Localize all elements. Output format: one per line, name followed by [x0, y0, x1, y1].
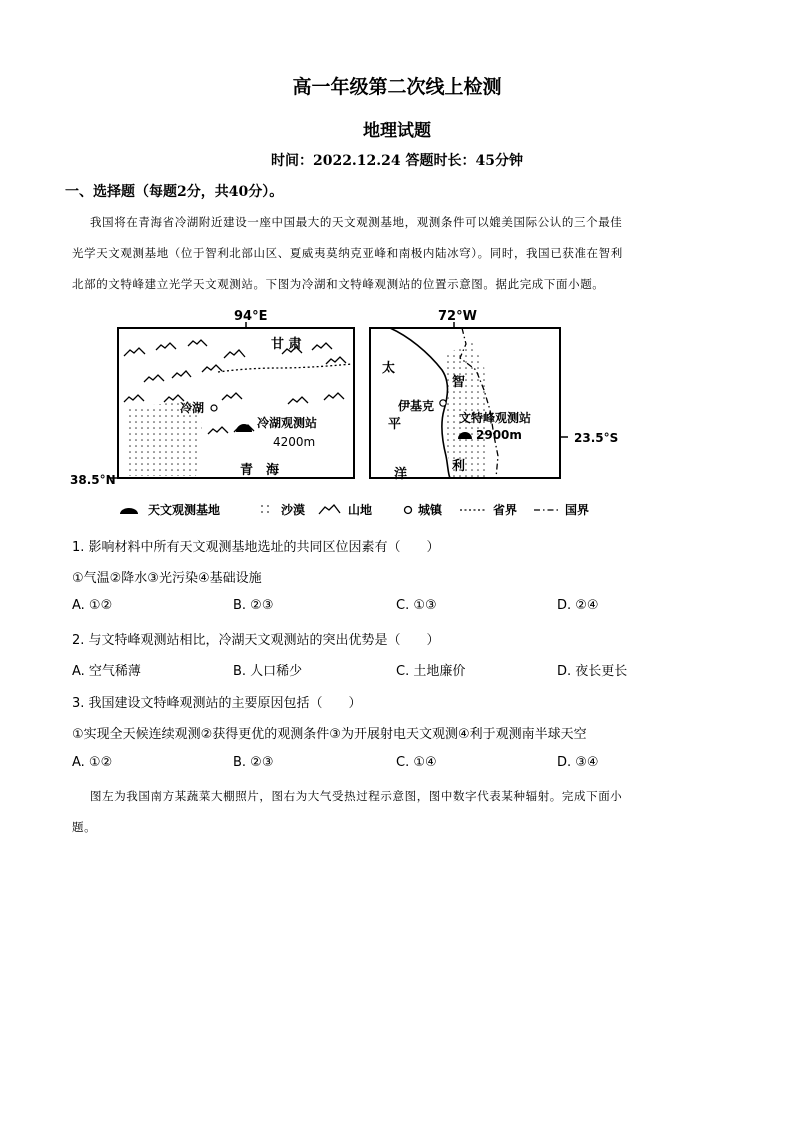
question-1-option-a[interactable]: A. ①②: [72, 598, 113, 613]
question-1-option-d[interactable]: D. ②④: [557, 598, 599, 613]
question-1-option-c[interactable]: C. ①③: [396, 598, 437, 613]
section-heading: 一、选择题（每题2分，共40分）。: [65, 184, 284, 200]
lenghu-station-label: 冷湖观测站: [257, 416, 318, 430]
question-3-stem: 3. 我国建设文特峰观测站的主要原因包括（ ）: [72, 696, 362, 711]
location-map-figure: [68, 306, 619, 522]
chile-label-2: 利: [452, 459, 466, 474]
question-2-option-c[interactable]: C. 土地廉价: [396, 664, 466, 679]
intro-line: 北部的文特峰建立光学天文观测站。下图为冷湖和文特峰观测站的位置示意图。据此完成下面小题。: [72, 277, 605, 291]
chile-label-1: 智: [452, 375, 466, 390]
legend-mountain-label: 山地: [348, 503, 373, 517]
question-2-option-d[interactable]: D. 夜长更长: [557, 664, 628, 679]
qinghai-label: 青 海: [240, 463, 280, 478]
lenghu-elevation: 4200m: [273, 435, 316, 449]
next-intro-line: 图左为我国南方某蔬菜大棚照片，图右为大气受热过程示意图，图中数字代表某种辐射。完成下面小: [90, 789, 623, 803]
legend-town-label: 城镇: [418, 503, 443, 517]
intro-line: 光学天文观测基地（位于智利北部山区、夏威夷莫纳克亚峰和南极内陆冰穹）。同时，我国已获准在智利: [72, 246, 623, 260]
exam-title: 高一年级第二次线上检测: [292, 76, 502, 98]
question-3-option-d[interactable]: D. ③④: [557, 755, 599, 770]
ocean-label-2: 平: [388, 417, 402, 432]
intro-line: 我国将在青海省冷湖附近建设一座中国最大的天文观测基地，观测条件可以媲美国际公认的三个最佳: [90, 215, 623, 229]
ventarrones-station-label: 文特峰观测站: [459, 411, 532, 425]
question-2-option-b[interactable]: B. 人口稀少: [233, 664, 303, 679]
question-1-statements: ①气温②降水③光污染④基础设施: [72, 571, 262, 586]
next-intro-line: 题。: [72, 820, 97, 834]
ocean-label-3: 洋: [394, 467, 408, 482]
left-map-panel: [70, 309, 354, 487]
legend-province-border-label: 省界: [493, 503, 518, 517]
question-2-stem: 2. 与文特峰观测站相比，冷湖天文观测站的突出优势是（ ）: [72, 633, 440, 648]
legend-base-label: 天文观测基地: [148, 503, 221, 517]
gansu-label: 甘 肃: [271, 337, 302, 352]
question-3-option-c[interactable]: C. ①④: [396, 755, 437, 770]
right-map-panel: [370, 309, 618, 482]
question-1-option-b[interactable]: B. ②③: [233, 598, 274, 613]
intro-paragraph: [72, 207, 720, 300]
lenghu-label: 冷湖: [180, 401, 205, 415]
question-3-option-b[interactable]: B. ②③: [233, 755, 274, 770]
legend-desert-icon: [261, 505, 269, 513]
lenghu-station-icon: [236, 424, 252, 432]
right-lon-label: 72°W: [438, 309, 477, 324]
next-intro-paragraph: [72, 781, 720, 843]
legend-national-border-label: 国界: [565, 503, 590, 517]
question-2-option-a[interactable]: A. 空气稀薄: [72, 664, 141, 679]
left-lat-label: 38.5°N: [70, 473, 116, 487]
question-3-option-a[interactable]: A. ①②: [72, 755, 113, 770]
legend-town-icon: [405, 507, 412, 514]
map-legend: [120, 502, 589, 517]
legend-base-icon: [120, 508, 138, 514]
ventarrones-elevation: 2900m: [476, 428, 522, 442]
ocean-label-1: 太: [382, 361, 396, 376]
province-border-line: [218, 364, 352, 372]
left-lon-label: 94°E: [234, 309, 268, 324]
question-3-statements: ①实现全天候连续观测②获得更优的观测条件③为开展射电天文观测④利于观测南半球天空: [72, 727, 587, 742]
question-1-stem: 1. 影响材料中所有天文观测基地选址的共同区位因素有（ ）: [72, 540, 440, 555]
legend-mountain-icon: [319, 505, 340, 514]
legend-desert-label: 沙漠: [281, 503, 306, 517]
lenghu-town-icon: [211, 405, 217, 411]
right-lat-label: 23.5°S: [574, 431, 619, 445]
atacama-desert-area: [444, 342, 488, 478]
subject-title: 地理试题: [363, 121, 431, 141]
exam-time-info: 时间：2022.12.24 答题时长：45分钟: [270, 153, 524, 169]
iquique-label: 伊基克: [398, 399, 435, 413]
iquique-town-icon: [440, 400, 446, 406]
